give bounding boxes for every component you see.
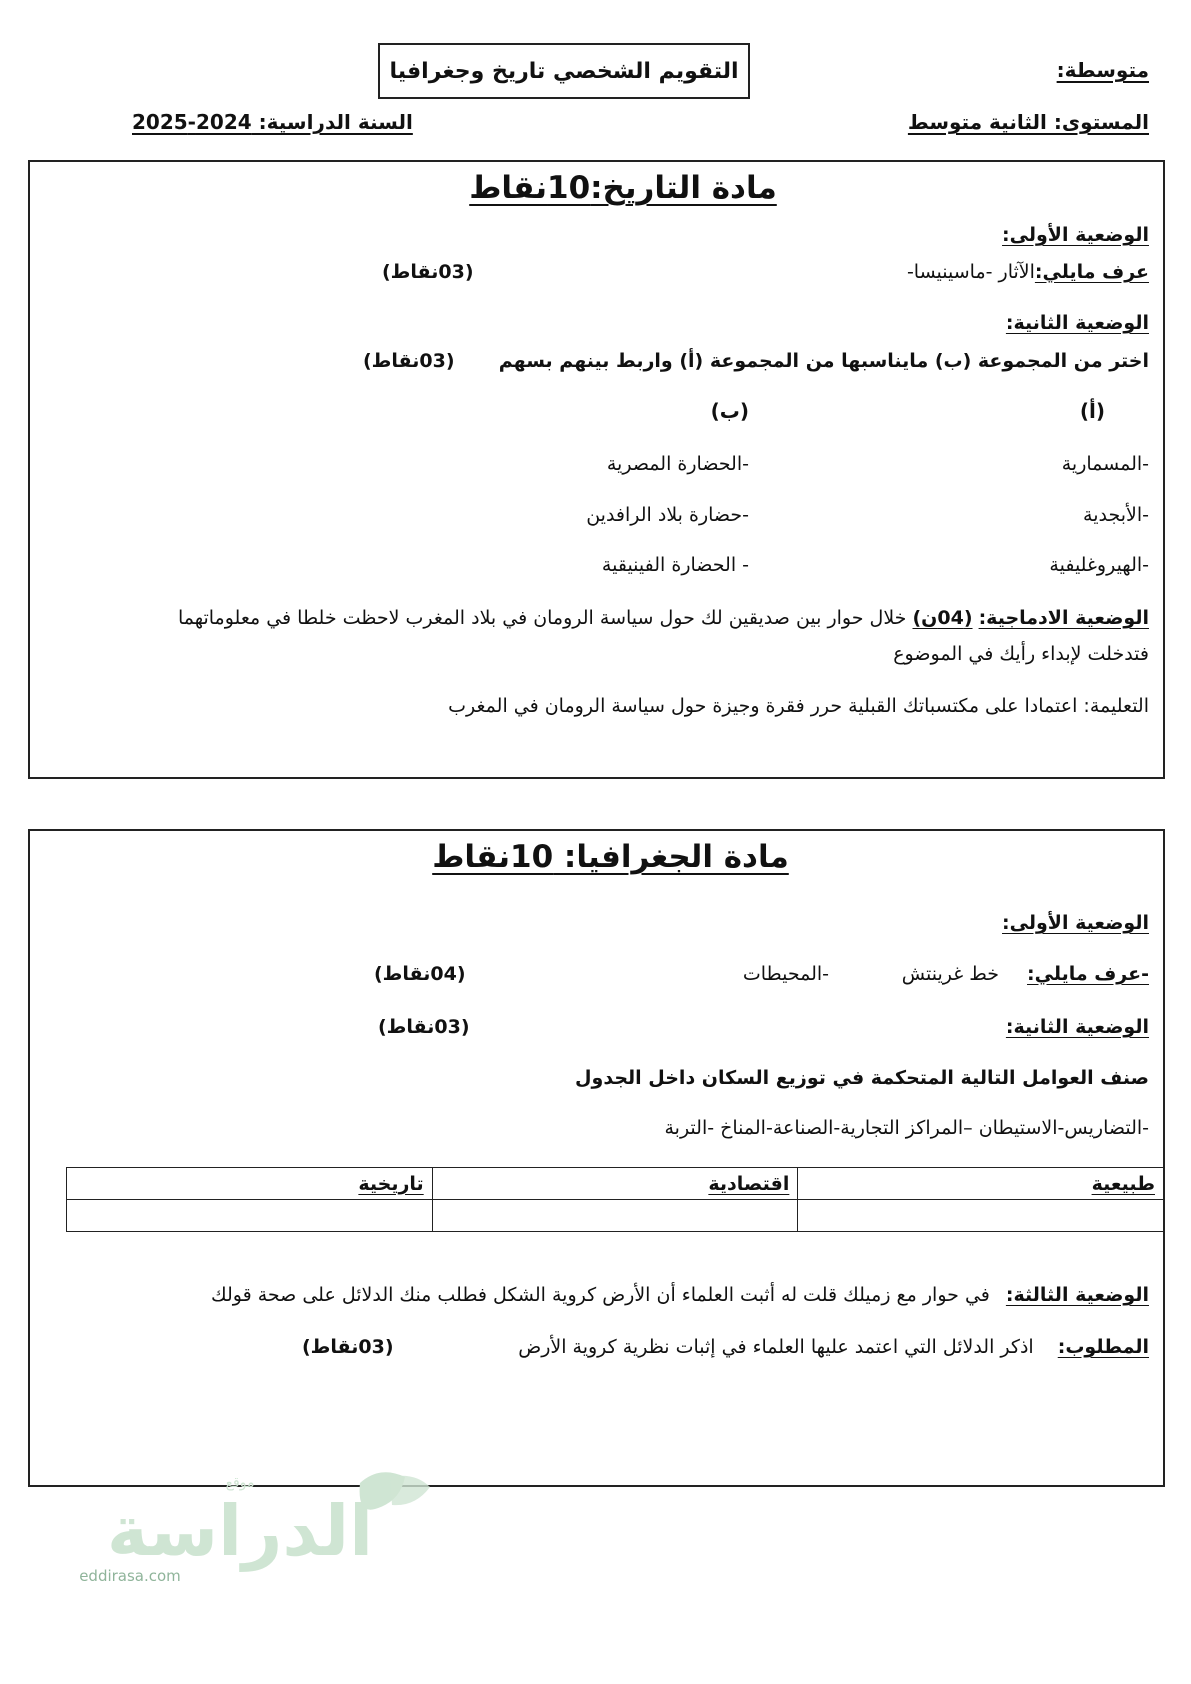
table-cell[interactable] (432, 1200, 798, 1232)
history-s3-points: (04ن) (912, 607, 973, 629)
geography-req-points: (03نقاط) (302, 1336, 394, 1358)
define-label: عرف مايلي: (1034, 261, 1149, 283)
group-a-item: -الأبجدية (1083, 504, 1149, 526)
watermark-logo-text: الدراسة (106, 1490, 374, 1572)
history-s1-label: الوضعية الأولى: (1002, 224, 1149, 246)
history-section (28, 160, 1165, 779)
history-s2-instruction: اختر من المجموعة (ب) مايناسبها من المجموعة (أ) واربط بينهم بسهم (498, 350, 1149, 372)
geography-s2-factors: -التضاريس-الاستيطان –المراكز التجارية-الصناعة-المناخ -التربة (664, 1117, 1149, 1139)
history-s1-points: (03نقاط) (382, 261, 474, 283)
requirement-label: المطلوب: (1057, 1336, 1149, 1358)
history-s1-line (907, 261, 1149, 283)
history-s2-label: الوضعية الثانية: (1005, 312, 1149, 334)
watermark-site-word: موقع (225, 1475, 255, 1491)
geography-term: -المحيطات (742, 963, 829, 985)
history-s3-label: الوضعية الادماجية: (978, 607, 1149, 629)
classification-table (66, 1167, 1164, 1232)
geography-s2-label: الوضعية الثانية: (1005, 1016, 1149, 1038)
group-b-item: -حضارة بلاد الرافدين (586, 504, 749, 526)
history-s3-text-1: خلال حوار بين صديقين لك حول سياسة الرومان في بلاد المغرب لاحظت خلطا في معلوماتهما (177, 607, 907, 629)
history-s3-line-1 (178, 607, 1149, 629)
watermark-url: eddirasa.com (79, 1567, 181, 1585)
requirement-text: اذكر الدلائل التي اعتمد عليها العلماء في إثبات نظرية كروية الأرض (518, 1336, 1034, 1358)
eddirasa-logo (60, 1465, 440, 1585)
level-label: المستوى: الثانية متوسط (907, 110, 1149, 134)
table-header-cell: طبيعية (798, 1168, 1164, 1200)
history-s3-instruction: التعليمة: اعتمادا على مكتسباتك القبلية حرر فقرة وجيزة حول سياسة الرومان في المغرب (448, 695, 1149, 717)
leaf-icon (390, 1476, 430, 1505)
geography-title: مادة الجغرافيا: 10نقاط (432, 839, 789, 875)
history-s2-points: (03نقاط) (363, 350, 455, 372)
geography-s1-points: (04نقاط) (374, 963, 466, 985)
geography-s3-text: في حوار مع زميلك قلت له أثبت العلماء أن الأرض كروية الشكل فطلب منك الدلائل على صحة قولك (210, 1284, 990, 1306)
geography-s2-instruction: صنف العوامل التالية المتحكمة في توزيع السكان داخل الجدول (575, 1067, 1149, 1089)
group-a-item: -الهيروغليفية (1049, 554, 1149, 576)
geography-s3-line (211, 1284, 1149, 1306)
geography-s1-label: الوضعية الأولى: (1002, 912, 1149, 934)
exam-title: التقويم الشخصي تاريخ وجغرافيا (378, 43, 750, 99)
history-s3-text-2: فتدخلت لإبداء رأيك في الموضوع (893, 643, 1149, 665)
table-cell[interactable] (67, 1200, 433, 1232)
year-label: السنة الدراسية: 2024-2025 (132, 110, 413, 134)
geography-req-line (518, 1336, 1149, 1358)
history-s1-terms: الآثار -ماسينيسا- (906, 261, 1035, 283)
group-a-item: -المسمارية (1061, 453, 1149, 475)
group-b-label: (ب) (710, 399, 749, 423)
group-b-item: -الحضارة المصرية (606, 453, 749, 475)
geography-section (28, 829, 1165, 1487)
group-a-label: (أ) (1079, 399, 1105, 423)
school-label: متوسطة: (1056, 58, 1149, 82)
table-header-row (67, 1168, 1164, 1200)
group-b-item: - الحضارة الفينيقية (601, 554, 749, 576)
table-row (67, 1200, 1164, 1232)
geography-s2-points: (03نقاط) (378, 1016, 470, 1038)
table-cell[interactable] (798, 1200, 1164, 1232)
table-header-cell: اقتصادية (432, 1168, 798, 1200)
geography-define-label: -عرف مايلي: (1027, 963, 1149, 985)
history-title: مادة التاريخ:10نقاط (469, 170, 777, 206)
table-header-cell: تاريخية (67, 1168, 433, 1200)
geography-s3-label: الوضعية الثالثة: (1005, 1284, 1149, 1306)
geography-term: خط غرينتش (901, 963, 999, 985)
